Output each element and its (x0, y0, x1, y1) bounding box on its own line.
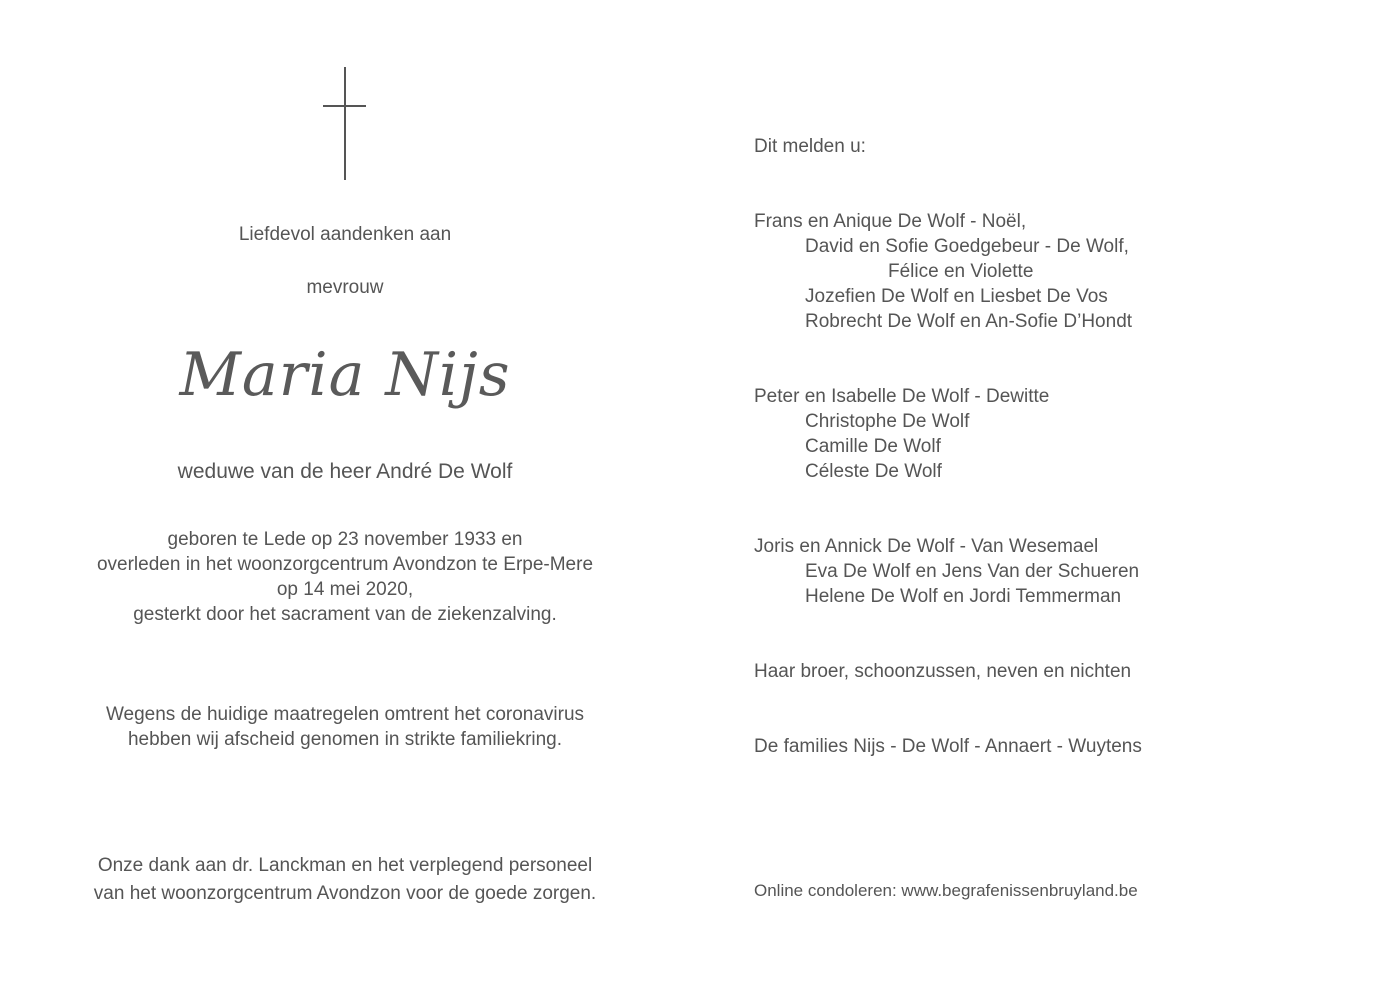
deceased-name: Maria Nijs (179, 340, 511, 410)
thanks (40, 852, 650, 908)
family-member: Céleste De Wolf (805, 461, 942, 482)
family-member: Félice en Violette (888, 261, 1034, 282)
family-member: Christophe De Wolf (805, 411, 970, 432)
family-head: Peter en Isabelle De Wolf - Dewitte (754, 386, 1050, 407)
families-text: De families Nijs - De Wolf - Annaert - Wuytens (754, 736, 1142, 757)
family-member: Eva De Wolf en Jens Van der Schueren (805, 561, 1140, 582)
family-member: Camille De Wolf (805, 436, 941, 457)
siblings-text: Haar broer, schoonzussen, neven en nichten (754, 661, 1132, 682)
family-head: Joris en Annick De Wolf - Van Wesemael (754, 536, 1099, 557)
cross-icon (323, 67, 367, 181)
life-line: geboren te Lede op 23 november 1933 en (167, 529, 523, 550)
life-line: overleden in het woonzorgcentrum Avondzon te Erpe-Mere (96, 554, 594, 575)
right-panel (754, 0, 1354, 984)
thanks-line: Onze dank aan dr. Lanckman en het verplegend personeel (97, 855, 593, 876)
family-member: David en Sofie Goedgebeur - De Wolf, (805, 236, 1129, 257)
family-group (754, 209, 1132, 334)
thanks-line: van het woonzorgcentrum Avondzon voor de goede zorgen. (93, 883, 597, 904)
life-details (40, 527, 650, 627)
family-member: Jozefien De Wolf en Liesbet De Vos (805, 286, 1108, 307)
life-line: gesterkt door het sacrament van de ziekenzalving. (133, 604, 557, 625)
intro-text: Liefdevol aandenken aan (238, 224, 452, 245)
family-head: Frans en Anique De Wolf - Noël, (754, 211, 1027, 232)
left-panel (40, 0, 650, 984)
spouse-text: weduwe van de heer André De Wolf (177, 460, 513, 483)
family-member: Robrecht De Wolf en An-Sofie D’Hondt (805, 311, 1133, 332)
family-member: Helene De Wolf en Jordi Temmerman (805, 586, 1122, 607)
title-text: mevrouw (306, 277, 384, 298)
family-group (754, 384, 1049, 484)
condolence-text: Online condoleren: www.begrafenissenbruyland.be (754, 881, 1138, 900)
life-line: op 14 mei 2020, (276, 579, 414, 600)
notice-line: hebben wij afscheid genomen in strikte familiekring. (127, 729, 563, 750)
announcement-heading: Dit melden u: (754, 136, 866, 157)
notice (40, 702, 650, 752)
family-group (754, 534, 1139, 609)
notice-line: Wegens de huidige maatregelen omtrent het coronavirus (105, 704, 585, 725)
